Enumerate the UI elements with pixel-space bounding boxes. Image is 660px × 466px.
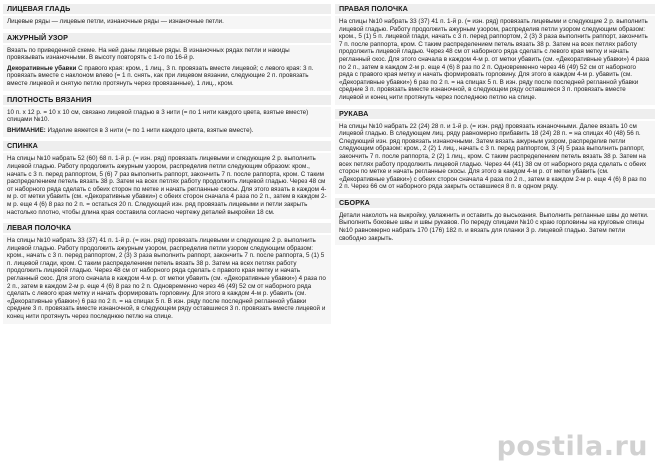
- watermark-logo: postila.ru: [496, 431, 648, 462]
- label-note: ВНИМАНИЕ:: [7, 126, 46, 134]
- heading-levaya: ЛЕВАЯ ПОЛОЧКА: [3, 223, 331, 233]
- right-column: [335, 4, 655, 249]
- text-sborka: [335, 210, 655, 245]
- text-levaya: [3, 235, 331, 324]
- paragraph-note: [7, 127, 327, 135]
- left-column: [3, 4, 331, 328]
- paragraph-plotnost: 10 п. x 12 р. = 10 x 10 см, связано лицевой гладью в 3 нити (= по 1 нити каждого цвета, взятые вместе) спицами №10.: [7, 108, 309, 124]
- heading-gladj: ЛИЦЕВАЯ ГЛАДЬ: [3, 4, 331, 14]
- paragraph-pravaya: На спицы №10 набрать 33 (37) 41 п. 1-й р. (= изн. ряд) провязать лицевыми и следующие 2 р. выполнить лицевой гладью. Работу продолжить ажурным узором, распределив петли узором следующим образом: кром., 5 (1) 5 п. лицевой глади, начать с 3 п. перед раппортом, 2 (3) 3 раза выполнить раппорт, закончить 7 п. после раппорта, кром. С таким распределением петель вязать 38 р. Затем на всех петлях работу продолжить лицевой гладью. Через 48 см от наборного ряда сделать с левого края метку и начать регланный скос. Для этого сначала в каждом 4-м р. от метки убавить (см. «Декоративные убавки») 4 раза по 2 п., затем в каждом 2-м р. еще 4 (6) 8 раз по 2 п. Одновременно через 46 (49) 52 см от наборного ряда с правого края метку и начать формировать горловину. Для этого в каждом 4-м р. убавить (см. «Декоративные убавки») 6 раз по 2 п. = на спицах 5 п. В изн. ряду после последней регланной убавки средние 3 п. провязать вместе изнаночной, в следующем ряду оставшиеся 3 п. провязать вместе лицевой и конец нити протянуть через последнюю петлю на спице.: [339, 18, 650, 101]
- section-gladj: [3, 4, 331, 29]
- text-pravaya: [335, 16, 655, 105]
- section-rukava: [335, 109, 655, 194]
- section-sborka: [335, 198, 655, 245]
- section-levaya: [3, 223, 331, 324]
- text-plotnost: [3, 107, 331, 138]
- text-gladj: [3, 16, 331, 29]
- text-rukava: [335, 121, 655, 194]
- section-azhur: [3, 33, 331, 91]
- text-ubavki: С правого края: кром., 1 лиц., 3 п. провязать вместе лицевой; с левого края: 3 п. провязать вместе с наклоном влево (= 1 п. снять, как при лицевом вязании, следующие 2 п. провязать вместе лицевой и снятую петлю протянуть через провязанные), 1 лиц., кром.: [7, 64, 314, 87]
- paragraph-ubavki: [7, 65, 327, 88]
- paragraph-levaya: На спицы №10 набрать 33 (37) 41 п. 1-й р. (= изн. ряд) провязать лицевыми и следующие 2 р. выполнить лицевой гладью. Работу продолжить ажурным узором, распределив петли узором следующим образом: кром., начать с 3 п. перед раппортом, 2 (3) 3 раза выполнить раппорт, закончить 7 п. после раппорта, 5 (1) 5 п. лицевой глади, кром. С таким распределением петель вязать 38 р. Затем на всех петлях работу продолжить лицевой гладью. Через 48 см от наборного ряда сделать с правого края метку и начать регланный скос. Для этого сначала в каждом 4-м р. от метки убавить (см. «Декоративные убавки») 4 раза по 2 п., затем в каждом 2-м р. еще 4 (6) 8 раз по 2 п. Одновременно через 46 (49) 52 см от наборного ряда сделать с левого края метку и начать формировать горловину. Для этого в каждом 4-м р. убавить (см. «Декоративные убавки») 6 раз по 2 п. = на спицах 5 п. В изн. ряду после последней регланной убавки средние 3 п. провязать вместе изнаночной, в следующем ряду оставшиеся 3 п. провязать вместе лицевой и конец нити протянуть через последнюю петлю на спице.: [7, 237, 326, 321]
- heading-spinka: СПИНКА: [3, 141, 331, 151]
- paragraph-rukava: На спицы №10 набрать 22 (24) 28 п. и 1-й р. (= изн. ряд) провязать изнаночными. Далее вязать 10 см лицевой гладью. В следующем лиц. ряду равномерно прибавить 18 (24) 28 п. = на спицах 40 (48) 56 п. Следующий изн. ряд провязать изнаночными. Затем вязать ажурным узором, распределив петли следующим образом: кром., 2 (2) 1 лиц., начать с 3 п. перед раппортом, 3 (4) 5 раза выполнить раппорт, закончить 7 п. после раппорта, 2 (2) 1 лиц., кром. С таким распределением петель вязать 38 р. Затем на всех петлях работу продолжить лицевой гладью. Через 44 (41) 38 см от наборного ряда сделать с обеих сторон по метке и начать регланные скосы. Для этого в каждом 4-м р. от метки убавить (см. «Декоративные убавки») с обеих сторон сначала 4 раза по 2 п., затем в каждом 2-м р. еще 4 (6) 8 раз по 2 п. Через 66 см от наборного ряда закрыть оставшиеся 8 п. в одном ряду.: [339, 122, 647, 191]
- section-plotnost: [3, 95, 331, 138]
- label-ubavki: Декоративные убавки: [7, 64, 77, 72]
- text-azhur: [3, 45, 331, 91]
- section-pravaya: [335, 4, 655, 105]
- text-note: Изделие вяжется в 3 нити (= по 1 нити каждого цвета, взятые вместе).: [45, 126, 254, 134]
- paragraph-azhur: Вязать по приведенной схеме. На ней даны лицевые ряды. В изнаночных рядах петли и накиды провязывать изнаночными. В высоту повторять с 1-го по 16-й р.: [7, 46, 290, 62]
- paragraph-gladj: Лицевые ряды — лицевые петли, изнаночные ряды — изнаночные петли.: [7, 18, 224, 25]
- paragraph-spinka: На спицы №10 набрать 52 (60) 68 п. 1-й р. (= изн. ряд) провязать лицевыми и следующие 2 р. выполнить лицевой гладью. Работу продолжить ажурным узором, распределив петли следующим образом: кром., начать с 3 п. перед раппортом, 5 (6) 7 раз выполнить раппорт, закончить 7 п. после раппорта, кром. С таким распределением петель вязать 38 р. Затем на всех петлях работу продолжить лицевой гладью. Через 48 см от наборного ряда сделать с обеих сторон по метке и начать регланные скосы. Для этого вязать в каждом 4-м р. от метки убавить (см. «Декоративные убавки») с обеих сторон сначала 4 раза по 2 п., затем в каждом 2-м р. еще 4 (6) 8 раз по 2 п. = остаться 20 п. Следующий изн. ряд провязать лицевыми и петли закрыть настолько плотно, чтобы длина края составила согласно чертежу деталей выкройки 18 см.: [7, 155, 327, 216]
- text-spinka: [3, 153, 331, 219]
- paragraph-sborka: Детали наколоть на выкройку, увлажнить и оставить до высыхания. Выполнить регланные швы до метки. Выполнить боковые швы и швы рукавов. По переду спицами №10 с краю горловины на круговые спицы №10 равномерно набрать 170 (176) 182 п. и вязать для планки 3 р. лицевой гладью. Затем петли свободно закрыть.: [339, 211, 649, 242]
- heading-rukava: РУКАВА: [335, 109, 655, 119]
- heading-azhur: АЖУРНЫЙ УЗОР: [3, 33, 331, 43]
- heading-plotnost: ПЛОТНОСТЬ ВЯЗАНИЯ: [3, 95, 331, 105]
- heading-pravaya: ПРАВАЯ ПОЛОЧКА: [335, 4, 655, 14]
- section-spinka: [3, 141, 331, 219]
- heading-sborka: СБОРКА: [335, 198, 655, 208]
